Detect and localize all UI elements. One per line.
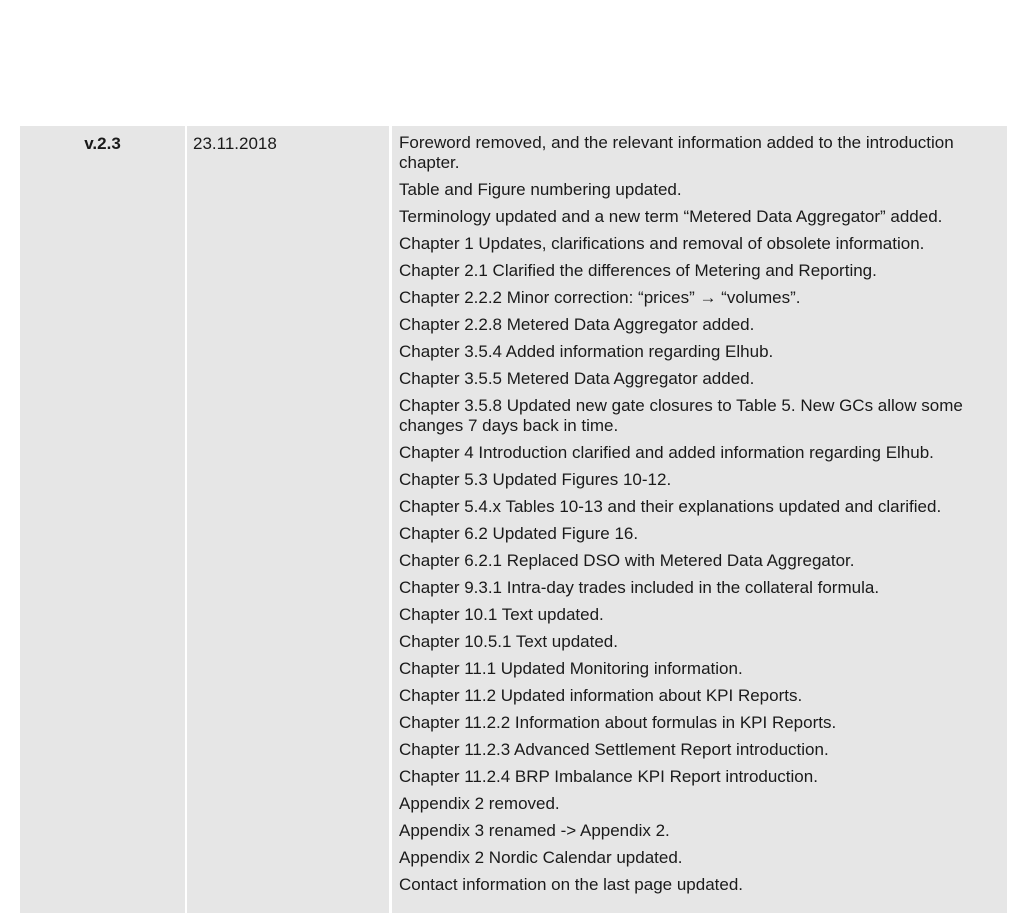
change-item: Chapter 6.2.1 Replaced DSO with Metered Data Aggregator. bbox=[399, 551, 855, 570]
change-item: Appendix 3 renamed -> Appendix 2. bbox=[399, 821, 670, 840]
change-item: Foreword removed, and the relevant information added to the introduction chapter. bbox=[399, 133, 954, 172]
change-item: Chapter 5.3 Updated Figures 10-12. bbox=[399, 470, 672, 489]
revision-history-table bbox=[20, 126, 1007, 913]
change-item: Chapter 2.2.2 Minor correction: “prices” → “volumes”. bbox=[399, 288, 801, 307]
change-item: Chapter 11.2.4 BRP Imbalance KPI Report introduction. bbox=[399, 767, 818, 786]
change-item: Chapter 4 Introduction clarified and added information regarding Elhub. bbox=[399, 443, 934, 462]
change-item: Contact information on the last page updated. bbox=[399, 875, 744, 894]
version-cell bbox=[20, 126, 185, 913]
version-text: v.2.3 bbox=[84, 134, 121, 153]
change-item: Chapter 3.5.8 Updated new gate closures to Table 5. New GCs allow some changes 7 days back in time. bbox=[399, 396, 963, 435]
change-item: Chapter 3.5.5 Metered Data Aggregator added. bbox=[399, 369, 755, 388]
change-item: Chapter 2.1 Clarified the differences of Metering and Reporting. bbox=[399, 261, 877, 280]
change-item: Chapter 2.2.8 Metered Data Aggregator added. bbox=[399, 315, 755, 334]
change-item: Chapter 11.2.3 Advanced Settlement Report introduction. bbox=[399, 740, 829, 759]
change-item: Chapter 5.4.x Tables 10-13 and their explanations updated and clarified. bbox=[399, 497, 942, 516]
change-item: Appendix 2 Nordic Calendar updated. bbox=[399, 848, 683, 867]
change-item: Chapter 11.2 Updated information about KPI Reports. bbox=[399, 686, 803, 705]
change-item: Chapter 10.5.1 Text updated. bbox=[399, 632, 618, 651]
date-text: 23.11.2018 bbox=[193, 134, 277, 153]
change-item: Chapter 6.2 Updated Figure 16. bbox=[399, 524, 639, 543]
change-item: Chapter 11.2.2 Information about formulas in KPI Reports. bbox=[399, 713, 837, 732]
change-item: Chapter 10.1 Text updated. bbox=[399, 605, 604, 624]
changes-cell bbox=[389, 126, 1007, 913]
change-item: Chapter 3.5.4 Added information regarding Elhub. bbox=[399, 342, 774, 361]
change-item: Terminology updated and a new term “Metered Data Aggregator” added. bbox=[399, 207, 943, 226]
change-item: Appendix 2 removed. bbox=[399, 794, 560, 813]
change-item: Chapter 9.3.1 Intra-day trades included in the collateral formula. bbox=[399, 578, 880, 597]
change-item: Chapter 1 Updates, clarifications and removal of obsolete information. bbox=[399, 234, 925, 253]
date-cell bbox=[185, 126, 389, 913]
change-item: Table and Figure numbering updated. bbox=[399, 180, 682, 199]
change-item: Chapter 11.1 Updated Monitoring information. bbox=[399, 659, 743, 678]
